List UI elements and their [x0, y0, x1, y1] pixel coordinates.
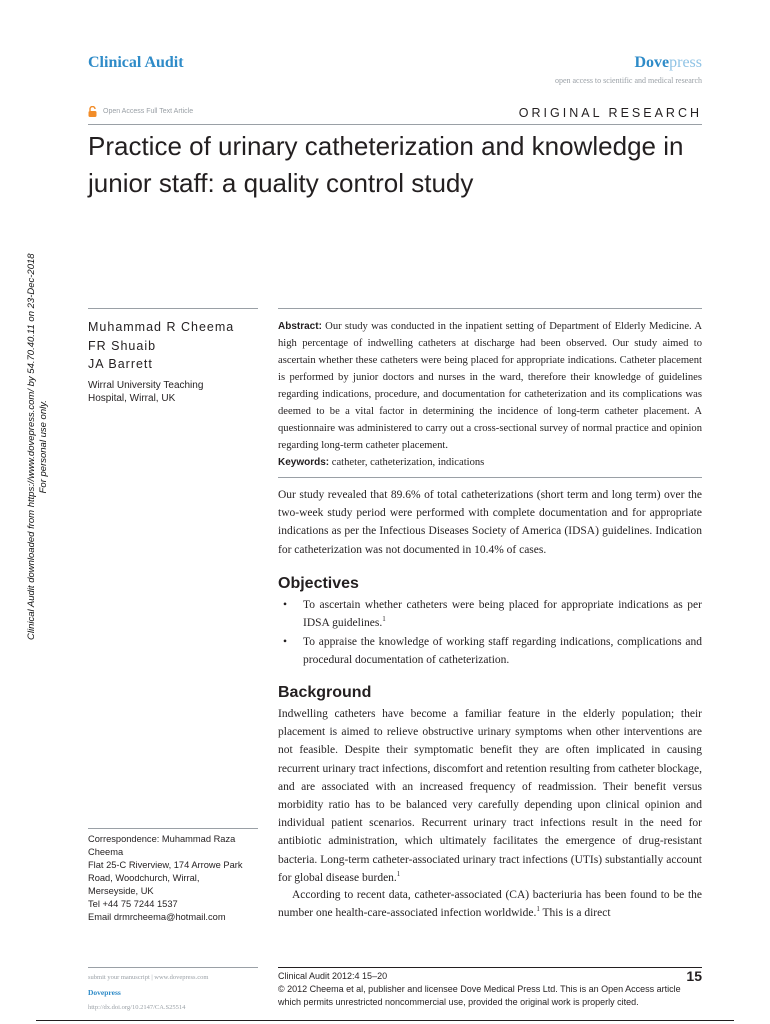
- divider: [278, 308, 702, 309]
- correspondence-line: Flat 25-C Riverview, 174 Arrowe Park: [88, 860, 243, 870]
- license-text: © 2012 Cheema et al, publisher and licensee Dove Medical Press Ltd. This is an Open Access article which permits unrestricted noncommercial use, provided the original work is properly cited.: [278, 984, 681, 1007]
- correspondence-line: Road, Woodchurch, Wirral,: [88, 873, 200, 883]
- article-title: Practice of urinary catheterization and knowledge in junior staff: a quality control study: [88, 131, 684, 198]
- publisher-main: Dove: [634, 54, 670, 71]
- journal-name: Clinical Audit: [88, 54, 184, 71]
- objectives-heading: Objectives: [278, 575, 359, 592]
- article-type: ORIGINAL RESEARCH: [518, 106, 702, 120]
- correspondence-line: Merseyside, UK: [88, 886, 154, 896]
- doi-link[interactable]: http://dx.doi.org/10.2147/CA.S25514: [88, 1004, 186, 1011]
- objective-text: To ascertain whether catheters were being placed for appropriate indications as per IDSA guidelines.: [303, 599, 702, 630]
- open-access-badge: [88, 106, 193, 117]
- page-number: 15: [686, 968, 702, 984]
- submit-link[interactable]: submit your manuscript | www.dovepress.com: [88, 974, 209, 981]
- author: Muhammad R Cheema: [88, 320, 235, 334]
- keywords: catheter, catheterization, indications: [331, 457, 485, 468]
- background-paragraph: [278, 886, 702, 922]
- abstract: [278, 318, 702, 471]
- paragraph-text: According to recent data, catheter-associated (CA) bacteriuria has been found to be the number one health-care-associated infection worldwide.: [278, 889, 702, 920]
- author: JA Barrett: [88, 357, 153, 371]
- watermark-line-1: Clinical Audit downloaded from https://www.dovepress.com/ by 54.70.40.11 on 23-Dec-2018: [26, 253, 37, 640]
- citation-ref: 1: [382, 615, 386, 624]
- affiliation-line: Wirral University Teaching: [88, 380, 204, 391]
- abstract-text: Our study was conducted in the inpatient setting of Department of Elderly Medicine. A high percentage of indwelling catheters at discharge had been observed. Our study aimed to ascertain whether these catheters were being placed for appropriate indications. Catheter placement is performed by junior doctors and nurses in the ward, therefore their knowledge of guidelines regarding indications, procedure, and documentation for catheterization and its complications was deemed to be a vital factor in determining the incidence of long-term catheter placement. A questionnaire was administered to carry out a cross-sectional survey of normal practice and opinion regarding long-term catheter placement.: [278, 321, 702, 451]
- list-item: [278, 633, 702, 669]
- correspondence: [88, 833, 268, 924]
- intro-paragraph: Our study revealed that 89.6% of total catheterizations (short term and long term) over the two-week study period were performed with complete documentation and for appropriate indications as per the Infectious Diseases Society of America (IDSA) guidelines. Indication for catheterization was not documented in 10.4% of cases.: [278, 489, 702, 556]
- footer-left: [88, 970, 208, 1015]
- divider: [36, 1020, 734, 1021]
- affiliation-line: Hospital, Wirral, UK: [88, 392, 176, 404]
- keywords-label: Keywords:: [278, 457, 330, 468]
- divider: [278, 967, 702, 968]
- correspondence-line: Correspondence: Muhammad Raza: [88, 834, 236, 844]
- footer-brand: Dovepress: [88, 988, 121, 997]
- divider: [88, 967, 258, 968]
- paragraph-text: Indwelling catheters have become a familiar feature in the elderly population; their placement is aimed to relieve obstructive urinary symptoms when other interventions are not feasible. Despite their symptomatic benefit they are often implicated in causing recurrent urinary tract infections, discomfort and retention resulting from catheter blockage, and are associated with an increased frequency of readmission. Their benefit versus morbidity ratio has to be balanced very carefully depending upon clinical opinion and individual patient scenarios. Recurrent urinary tract infections result in the need for antibiotic administration, which ultimately facilitates the emergence of drug-resistant bacteria. Long-term catheter-associated urinary tract infections (UTIs) substantially account for global disease burden.: [278, 708, 702, 884]
- author: FR Shuaib: [88, 338, 157, 353]
- publisher-tagline: open access to scientific and medical research: [554, 76, 702, 85]
- citation-ref: 1: [396, 870, 401, 878]
- correspondence-line: Cheema: [88, 847, 124, 857]
- objective-text: To appraise the knowledge of working staff regarding indications, complications and procedural documentation of catheterization.: [303, 635, 702, 667]
- download-watermark: [26, 253, 50, 640]
- affiliation: [88, 380, 203, 405]
- publisher-logo: [634, 54, 702, 72]
- citation-ref: 1: [536, 905, 540, 914]
- abstract-label: Abstract:: [278, 321, 322, 332]
- watermark-line-2: For personal use only.: [38, 400, 49, 494]
- divider: [278, 477, 702, 478]
- open-access-label: Open Access Full Text Article: [103, 108, 194, 115]
- footer-right: [278, 970, 702, 1009]
- publisher-suffix: press: [669, 54, 702, 71]
- correspondence-line: Tel +44 75 7244 1537: [88, 899, 178, 909]
- background-paragraph: [278, 705, 702, 887]
- divider: [88, 124, 702, 125]
- divider: [88, 828, 258, 829]
- objectives-list: [278, 596, 702, 670]
- list-item: [278, 596, 702, 632]
- divider: [88, 308, 258, 309]
- background-heading: Background: [278, 684, 372, 701]
- author-list: [88, 318, 234, 374]
- paragraph-text: This is a direct: [539, 907, 611, 920]
- citation-line: Clinical Audit 2012:4 15–20: [278, 971, 388, 981]
- correspondence-email[interactable]: Email drmrcheema@hotmail.com: [88, 912, 226, 922]
- open-lock-icon: [88, 106, 97, 117]
